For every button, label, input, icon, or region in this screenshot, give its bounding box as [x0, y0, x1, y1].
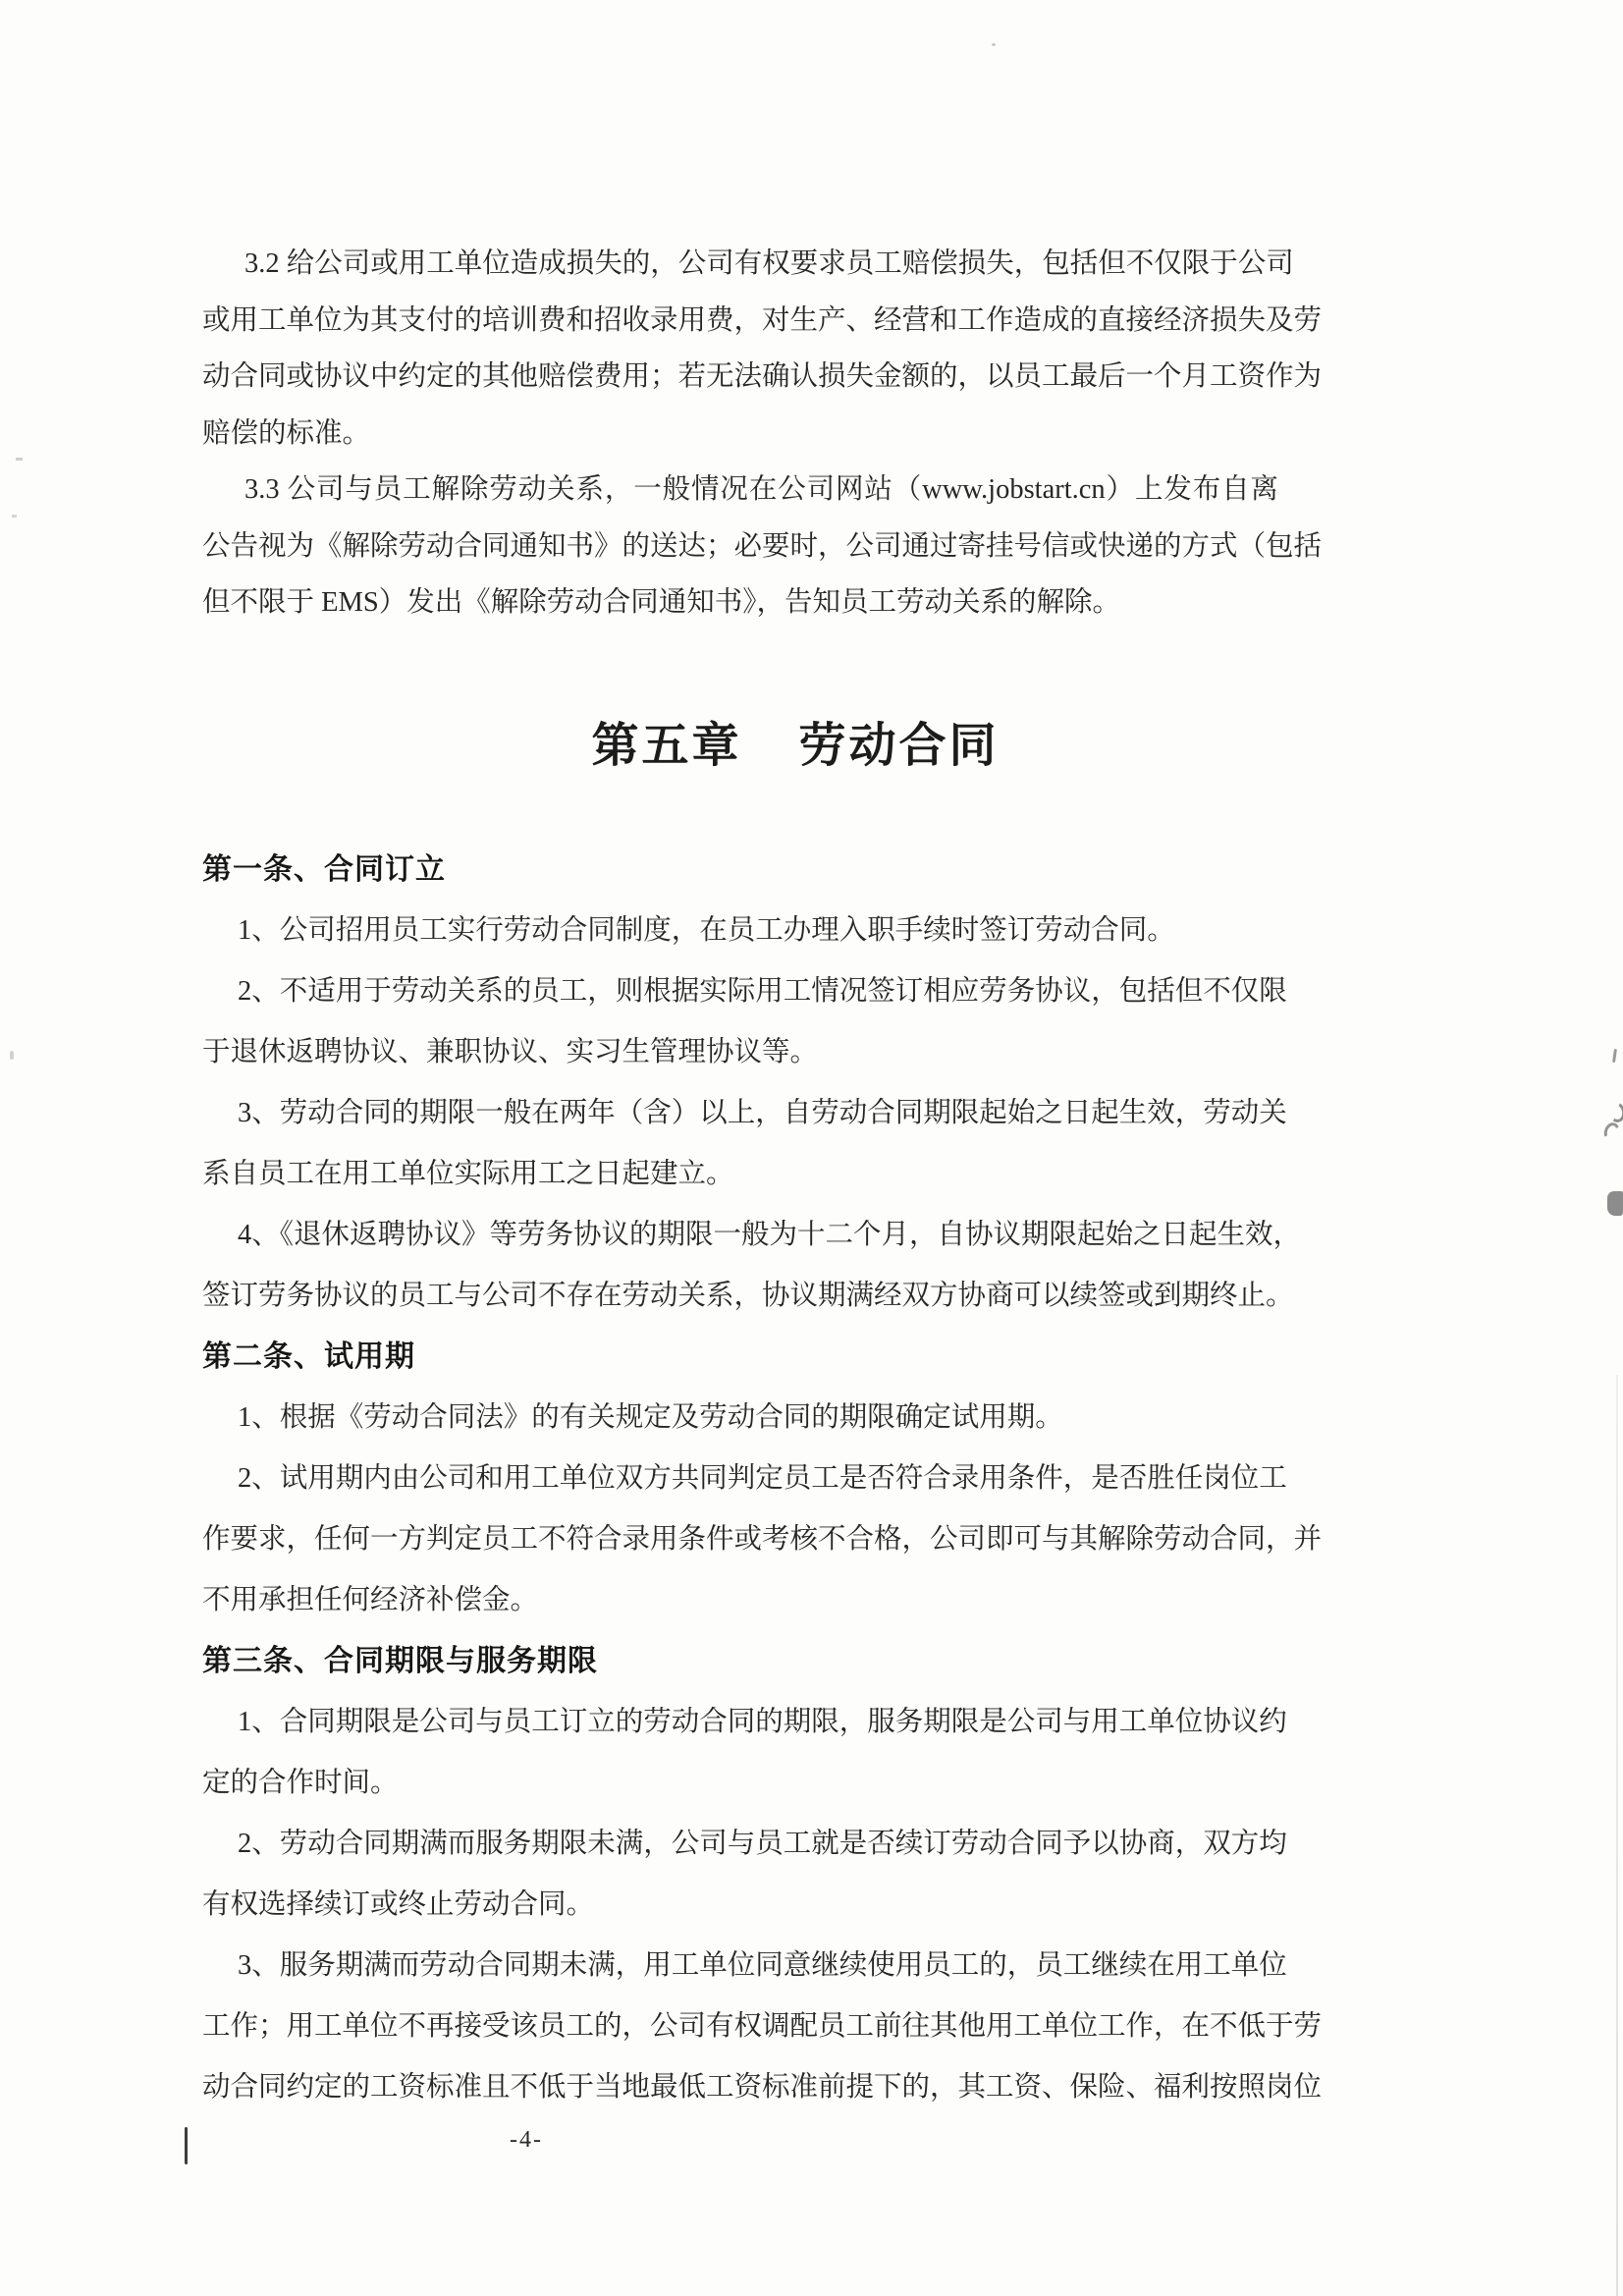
section-item [202, 1083, 1287, 1205]
text-line: 系自员工在用工单位实际用工之日起建立。 [202, 1158, 734, 1189]
chapter-heading [257, 708, 1333, 785]
scan-artifact-speck [12, 515, 17, 518]
text-line: 3.2 给公司或用工单位造成损失的，公司有权要求员工赔偿损失，包括但不仅限于公司 [244, 248, 1294, 279]
scan-artifact-speck [16, 458, 23, 461]
text-line: 签订劳务协议的员工与公司不存在劳动关系，协议期满经双方协商可以续签或到期终止。 [202, 1280, 1294, 1311]
scan-artifact-squiggle [1601, 1121, 1622, 1143]
text-line: 工作；用工单位不再接受该员工的，公司有权调配员工前往其他用工单位工作，在不低于劳 [202, 2010, 1323, 2042]
scan-artifact-tick [185, 2127, 188, 2164]
text-line: 1、根据《劳动合同法》的有关规定及劳动合同的期限确定试用期。 [238, 1401, 1063, 1433]
section-item [202, 961, 1287, 1083]
text-line: 2、劳动合同期满而服务期限未满，公司与员工就是否续订劳动合同予以协商，双方均 [238, 1828, 1287, 1859]
page-number: -4- [510, 2127, 543, 2153]
text-line: 3、劳动合同的期限一般在两年（含）以上，自劳动合同期限起始之日起生效，劳动关 [238, 1097, 1287, 1128]
section-item [202, 1205, 1302, 1327]
section-contract-signing [202, 840, 1302, 1327]
chapter-title: 劳动合同 [798, 719, 1000, 772]
document-body [202, 236, 1323, 2118]
section-item [202, 1936, 1323, 2118]
section-contract-term [202, 1631, 1323, 2118]
section-item [202, 1449, 1323, 1631]
scan-edge-shadow [1616, 1375, 1618, 2296]
text-line: 有权选择续订或终止劳动合同。 [202, 1888, 595, 1920]
paragraph-3-2 [202, 236, 1323, 462]
text-line: 2、试用期内由公司和用工单位双方共同判定员工是否符合录用条件，是否胜任岗位工 [238, 1462, 1287, 1494]
text-line: 2、不适用于劳动关系的员工，则根据实际用工情况签订相应劳务协议，包括但不仅限 [238, 975, 1287, 1007]
section-heading: 第二条、试用期 [202, 1339, 415, 1373]
section-heading: 第三条、合同期限与服务期限 [202, 1644, 598, 1677]
text-line: 4、《退休返聘协议》等劳务协议的期限一般为十二个月，自协议期限起始之日起生效， [238, 1219, 1302, 1250]
scan-artifact-tick [1612, 1049, 1617, 1063]
section-heading: 第一条、合同订立 [202, 852, 446, 886]
sections [202, 840, 1323, 2118]
section-item [202, 1692, 1287, 1814]
text-line: 3.3 公司与员工解除劳动关系，一般情况在公司网站（www.jobstart.cn）上发布自离 [244, 474, 1278, 505]
section-probation [202, 1327, 1323, 1631]
scan-artifact-speck [10, 1051, 14, 1060]
text-line: 3、服务期满而劳动合同期未满，用工单位同意继续使用员工的，员工继续在用工单位 [238, 1949, 1287, 1981]
section-item [202, 901, 1278, 961]
text-line: 作要求，任何一方判定员工不符合录用条件或考核不合格，公司即可与其解除劳动合同，并 [202, 1523, 1323, 1555]
text-line: 动合同或协议中约定的其他赔偿费用；若无法确认损失金额的，以员工最后一个月工资作为 [202, 361, 1323, 392]
text-line: 赔偿的标准。 [202, 417, 371, 449]
section-item [202, 1814, 1287, 1936]
text-line: 公告视为《解除劳动合同通知书》的送达；必要时，公司通过寄挂号信或快递的方式（包括 [202, 530, 1323, 562]
scan-artifact-squiggle [1606, 1100, 1623, 1124]
scan-artifact-blob [1607, 1191, 1623, 1216]
text-line: 不用承担任何经济补偿金。 [202, 1584, 539, 1615]
text-line: 或用工单位为其支付的培训费和招收录用费，对生产、经营和工作造成的直接经济损失及劳 [202, 304, 1323, 336]
text-line: 动合同约定的工资标准且不低于当地最低工资标准前提下的，其工资、保险、福利按照岗位 [202, 2071, 1323, 2103]
text-line: 但不限于 EMS）发出《解除劳动合同通知书》，告知员工劳动关系的解除。 [202, 587, 1120, 618]
scan-artifact-speck [992, 43, 996, 46]
paragraph-3-3 [202, 462, 1323, 631]
text-line: 1、公司招用员工实行劳动合同制度，在员工办理入职手续时签订劳动合同。 [238, 914, 1175, 946]
section-item [202, 1388, 1278, 1449]
text-line: 1、合同期限是公司与员工订立的劳动合同的期限，服务期限是公司与用工单位协议约 [238, 1706, 1287, 1737]
text-line: 定的合作时间。 [202, 1767, 399, 1798]
text-line: 于退休返聘协议、兼职协议、实习生管理协议等。 [202, 1036, 819, 1067]
chapter-number: 第五章 [591, 719, 742, 772]
